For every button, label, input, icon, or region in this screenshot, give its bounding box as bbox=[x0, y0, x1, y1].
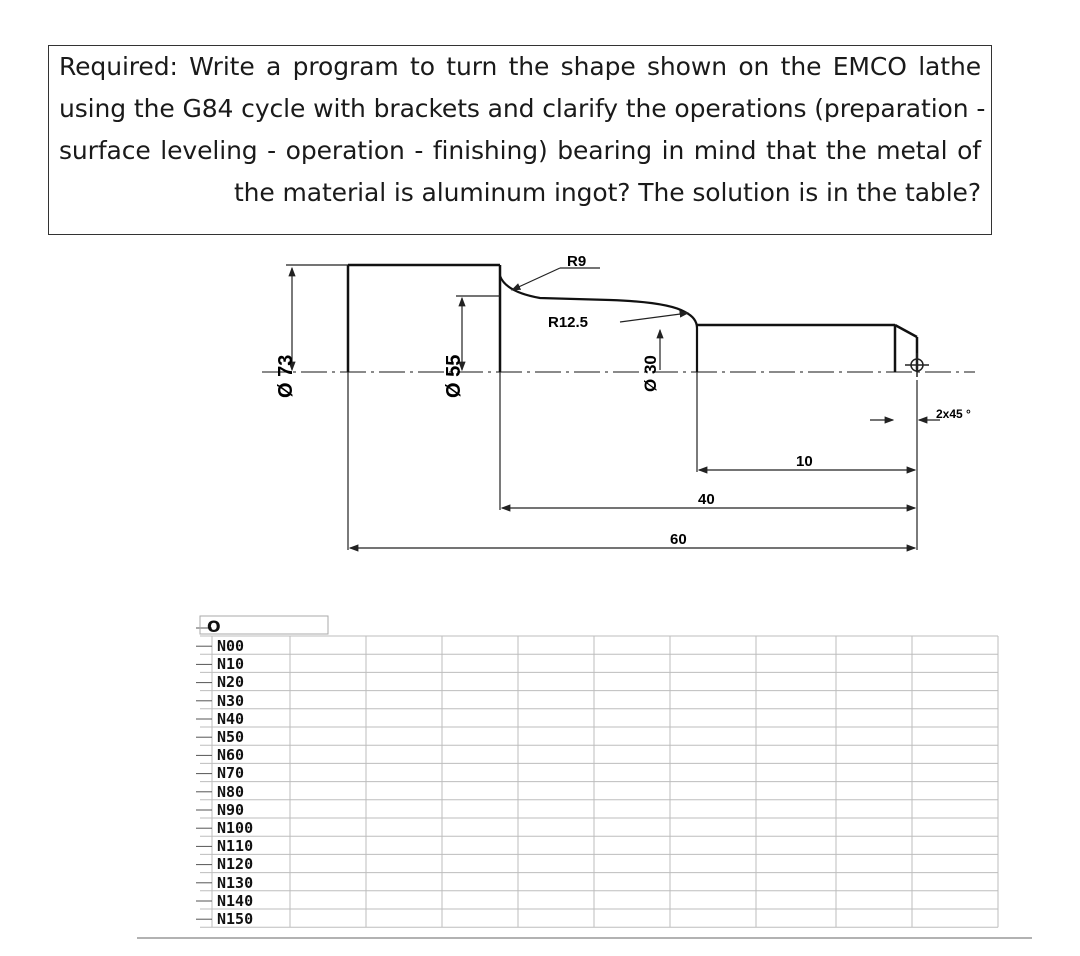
label-r12-5: R12.5 bbox=[548, 314, 589, 331]
question-line-4: the material is aluminum ingot? The solution is in the table? bbox=[233, 178, 981, 207]
block-number-n110: N110 bbox=[217, 837, 254, 856]
block-number-n150: N150 bbox=[217, 910, 254, 928]
block-number-n10: N10 bbox=[217, 655, 245, 674]
block-number-n70: N70 bbox=[217, 764, 245, 783]
block-number-n60: N60 bbox=[217, 746, 245, 765]
question-line-1: Required: Write a program to turn the shape shown on the EMCO lathe bbox=[59, 52, 981, 81]
block-number-n80: N80 bbox=[217, 782, 245, 801]
block-number-n30: N30 bbox=[217, 691, 245, 710]
block-number-n120: N120 bbox=[217, 855, 254, 874]
block-number-n90: N90 bbox=[217, 800, 245, 819]
block-number-n40: N40 bbox=[217, 709, 245, 728]
label-d73: Ø 73 bbox=[275, 354, 297, 398]
block-number-n140: N140 bbox=[217, 891, 254, 910]
block-number-n20: N20 bbox=[217, 673, 245, 692]
question-line-3: surface leveling - operation - finishing) bearing in mind that the metal of bbox=[59, 136, 981, 165]
block-number-n100: N100 bbox=[217, 819, 254, 837]
block-number-column bbox=[190, 615, 290, 935]
block-number-n00: N00 bbox=[217, 637, 245, 655]
label-d55: Ø 55 bbox=[443, 354, 465, 398]
block-number-n50: N50 bbox=[217, 728, 245, 746]
program-start-label: O bbox=[207, 617, 221, 636]
label-60: 60 bbox=[670, 531, 687, 548]
label-r9: R9 bbox=[567, 253, 587, 270]
label-40: 40 bbox=[698, 491, 715, 508]
question-line-2: using the G84 cycle with brackets and clarify the operations (preparation - bbox=[59, 94, 986, 123]
block-number-n130: N130 bbox=[217, 873, 254, 892]
label-d30: Ø 30 bbox=[641, 355, 660, 392]
label-10: 10 bbox=[796, 453, 813, 470]
label-chamfer: 2x45 ° bbox=[936, 407, 971, 421]
